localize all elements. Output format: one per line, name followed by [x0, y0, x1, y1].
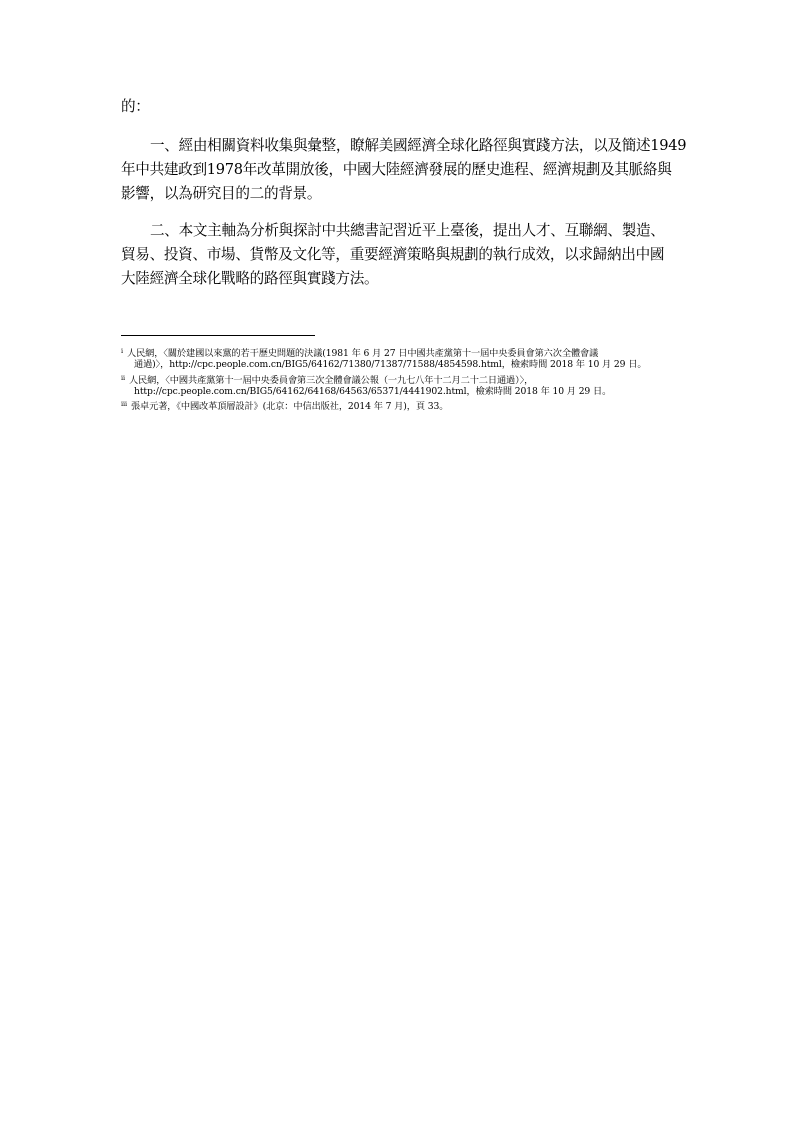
footnote-1: [121, 345, 687, 372]
paragraph-research-purpose-1: [121, 134, 687, 206]
footnote-line: http://cpc.people.com.cn/BIG5/64162/64168/64563/65371/4441902.html，檢索時間 2018 年 10 月 29 日。: [134, 385, 612, 397]
footnote-3: [121, 398, 687, 411]
paragraph-line: 一、經由相關資料收集與彙整，瞭解美國經濟全球化路徑與實踐方法，以及簡述1949: [150, 137, 687, 154]
paragraph-line: 貿易、投資、市場、貨幣及文化等，重要經濟策略與規劃的執行成效，以求歸納出中國: [121, 246, 665, 263]
footnote-line: [121, 398, 687, 411]
paragraph-line: 年中共建政到1978年改革開放後，中國大陸經濟發展的歷史進程、經濟規劃及其脈絡與: [121, 161, 672, 178]
footnote-marker: ii: [121, 373, 125, 382]
footnote-text: 人民網，〈中國共產黨第十一屆中央委員會第三次全體會議公報（一九七八年十二月二十二日通過）〉，: [128, 374, 534, 386]
footnote-divider: [121, 335, 315, 336]
footnote-line: [121, 372, 687, 385]
paragraph-line: 二、本文主軸為分析與探討中共總書記習近平上臺後，提出人才、互聯網、製造、: [150, 222, 665, 239]
footnote-text: 張卓元著，《中國改革頂層設計》(北京：中信出版社，2014 年 7 月)，頁 33。: [130, 401, 449, 413]
paragraph-line: 大陸經濟全球化戰略的路徑與實踐方法。: [121, 270, 379, 287]
footnote-marker: iii: [121, 400, 127, 409]
footnote-text: 人民網，〈關於建國以來黨的若干歷史問題的決議(1981 年 6 月 27 日中國共產黨第十一屆中央委員會第六次全體會議: [126, 348, 599, 359]
footnote-line: 通過)〉，http://cpc.people.com.cn/BIG5/64162/71380/71387/71588/4854598.html，檢索時間 2018 年 10 月 29 日。: [134, 359, 647, 371]
footnote-marker: i: [121, 347, 123, 355]
intro-line: 的：: [121, 98, 150, 115]
footnote-line: [121, 345, 687, 358]
paragraph-research-purpose-2: [121, 219, 681, 291]
paragraph-line: 影響，以為研究目的二的背景。: [121, 185, 322, 202]
footnotes: [121, 345, 687, 411]
footnote-2: [121, 372, 687, 399]
intro-text: [121, 95, 681, 119]
